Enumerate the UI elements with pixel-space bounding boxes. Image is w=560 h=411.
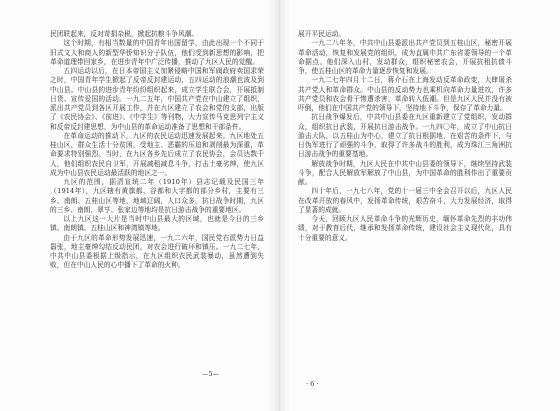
paragraph: 这个时期，有相当数量的中国青年出国留学，由此出现一个不同于旧式文人和商人的新型华侨知识分子队伍，他们受到新思想的影响，把革命道理带回家乡，在进步青年中广泛传播，推动了九区人民的觉醒。 <box>50 39 264 66</box>
paragraph: 五四运动以后，在日本帝国主义加紧侵略中国和军阀政府卖国求荣之时，中国青年学生掀起了反帝反封建运动，五四运动的浪潮也波及到中山县。中山县的进步青年纷纷组织起来，成立学生联合会，开展抵制日货、宣传爱国的活动。一九二五年，中国共产党在中山建立了组织，派出共产党员到各区开展工作，并在九区建立了农会和党的支部，出版了《农民协会》、《前进》、《中学生》等刊物，大力宣传马克思列宁主义和反帝反封建思想，为中山县的革命运动准备了思想和干部条件。 <box>50 67 264 131</box>
paragraph: 解放战争时期，九区人民在中共中山县委的领导下，继续坚持武装斗争，配合人民解放军解放了中山县，为中国革命的胜利作出了重要贡献。 <box>298 159 512 186</box>
paragraph: 今天，回顾九区人民革命斗争的光辉历史，缅怀革命先烈的丰功伟绩，对于教育后代，继承和发扬革命传统，建设社会主义现代化，具有十分重要的意义。 <box>298 215 512 242</box>
paragraph: 一九二八年冬，中共中山县委派出共产党员到五桂山区，秘密开展革命活动，恢复和发展党的组织，成为直属中共广东省委领导的一个革命据点。他们深入山村，发动群众，组织秘密农会，开展抗租抗债斗争，使五桂山区的革命力量逐步恢复和发展。 <box>298 39 512 75</box>
right-page-number: · 6 · <box>306 380 319 388</box>
paragraph: 四十年后，一九七八年，党的十一届三中全会召开以后，九区人民在改革开放的春风中，发扬革命传统，艰苦奋斗，大力发展经济，取得了显著的成就。 <box>298 187 512 214</box>
paragraph: 民团联起来，反对苛捐杂税，掀起抗粮斗争风潮。 <box>50 30 199 38</box>
paragraph: 抗日战争爆发后，中共中山县委在九区重新建立了党组织，发动群众，组织抗日武装，开展抗日游击战争。一九四〇年，成立了中山抗日游击大队，以五桂山为中心，建立了抗日根据地，在艰苦的条件下，与日伪军进行了顽强的斗争，取得了许多战斗的胜利，成为珠江三角洲抗日游击战争的重要基地。 <box>298 113 512 159</box>
paragraph: 一九二七年四月十二日，蒋介石在上海发动反革命政变，大肆屠杀共产党人和革命群众。中山县的反动势力也乘机向革命力量进攻，许多共产党员和农会骨干惨遭杀害，革命转入低潮。但是九区人民并没有被吓倒，他们在中国共产党的领导下，坚持地下斗争，保存了革命力量。 <box>298 76 512 112</box>
paragraph: 展开平民运动。 <box>298 30 346 38</box>
left-page-number: —5— <box>202 370 220 378</box>
paragraph: 以上九区这一大片是当时中山县最大的区域，也就是今日的三乡镇、南朗镇、五桂山区和神湾镇等地。 <box>50 215 264 233</box>
paragraph: 由于九区的革命形势发展迅速，一九二六年，国民党右派势力日益嚣张，地主豪绅勾结反动民团，对农会进行破坏和镇压。一九二七年，中共中山县委根据上级指示，在九区组织农民武装暴动，虽然遭到失败，但在中山人民的心中播下了革命的火种。 <box>50 233 264 270</box>
page-gutter <box>268 0 290 411</box>
left-page-body <box>50 30 264 372</box>
right-page-body <box>298 30 512 382</box>
paragraph: 在革命运动的推动下，九区的农民运动迅速发展起来。九区地处五桂山区，群众生活十分贫困，受地主、恶霸的压迫和剥削最为深重，革命要求特别强烈。当时，在九区各乡先后成立了农民协会，会员达数千人，他们组织农民自卫军，开展减租减息斗争，打击土豪劣绅，使九区成为中山县农民运动最活跃的地区之一。 <box>50 131 264 177</box>
paragraph: 九区的范围，据清宣统二年（1910年）县志记载及民国三年（1914年），九区辖有黄旗都、谷都和大字都的部分乡村，主要有三乡、南朗、五桂山区等地，地域辽阔，人口众多。抗日战争时期，九区的三乡、南朗、翠亨、张家边等地均是抗日游击战争的重要地区。 <box>50 178 264 214</box>
